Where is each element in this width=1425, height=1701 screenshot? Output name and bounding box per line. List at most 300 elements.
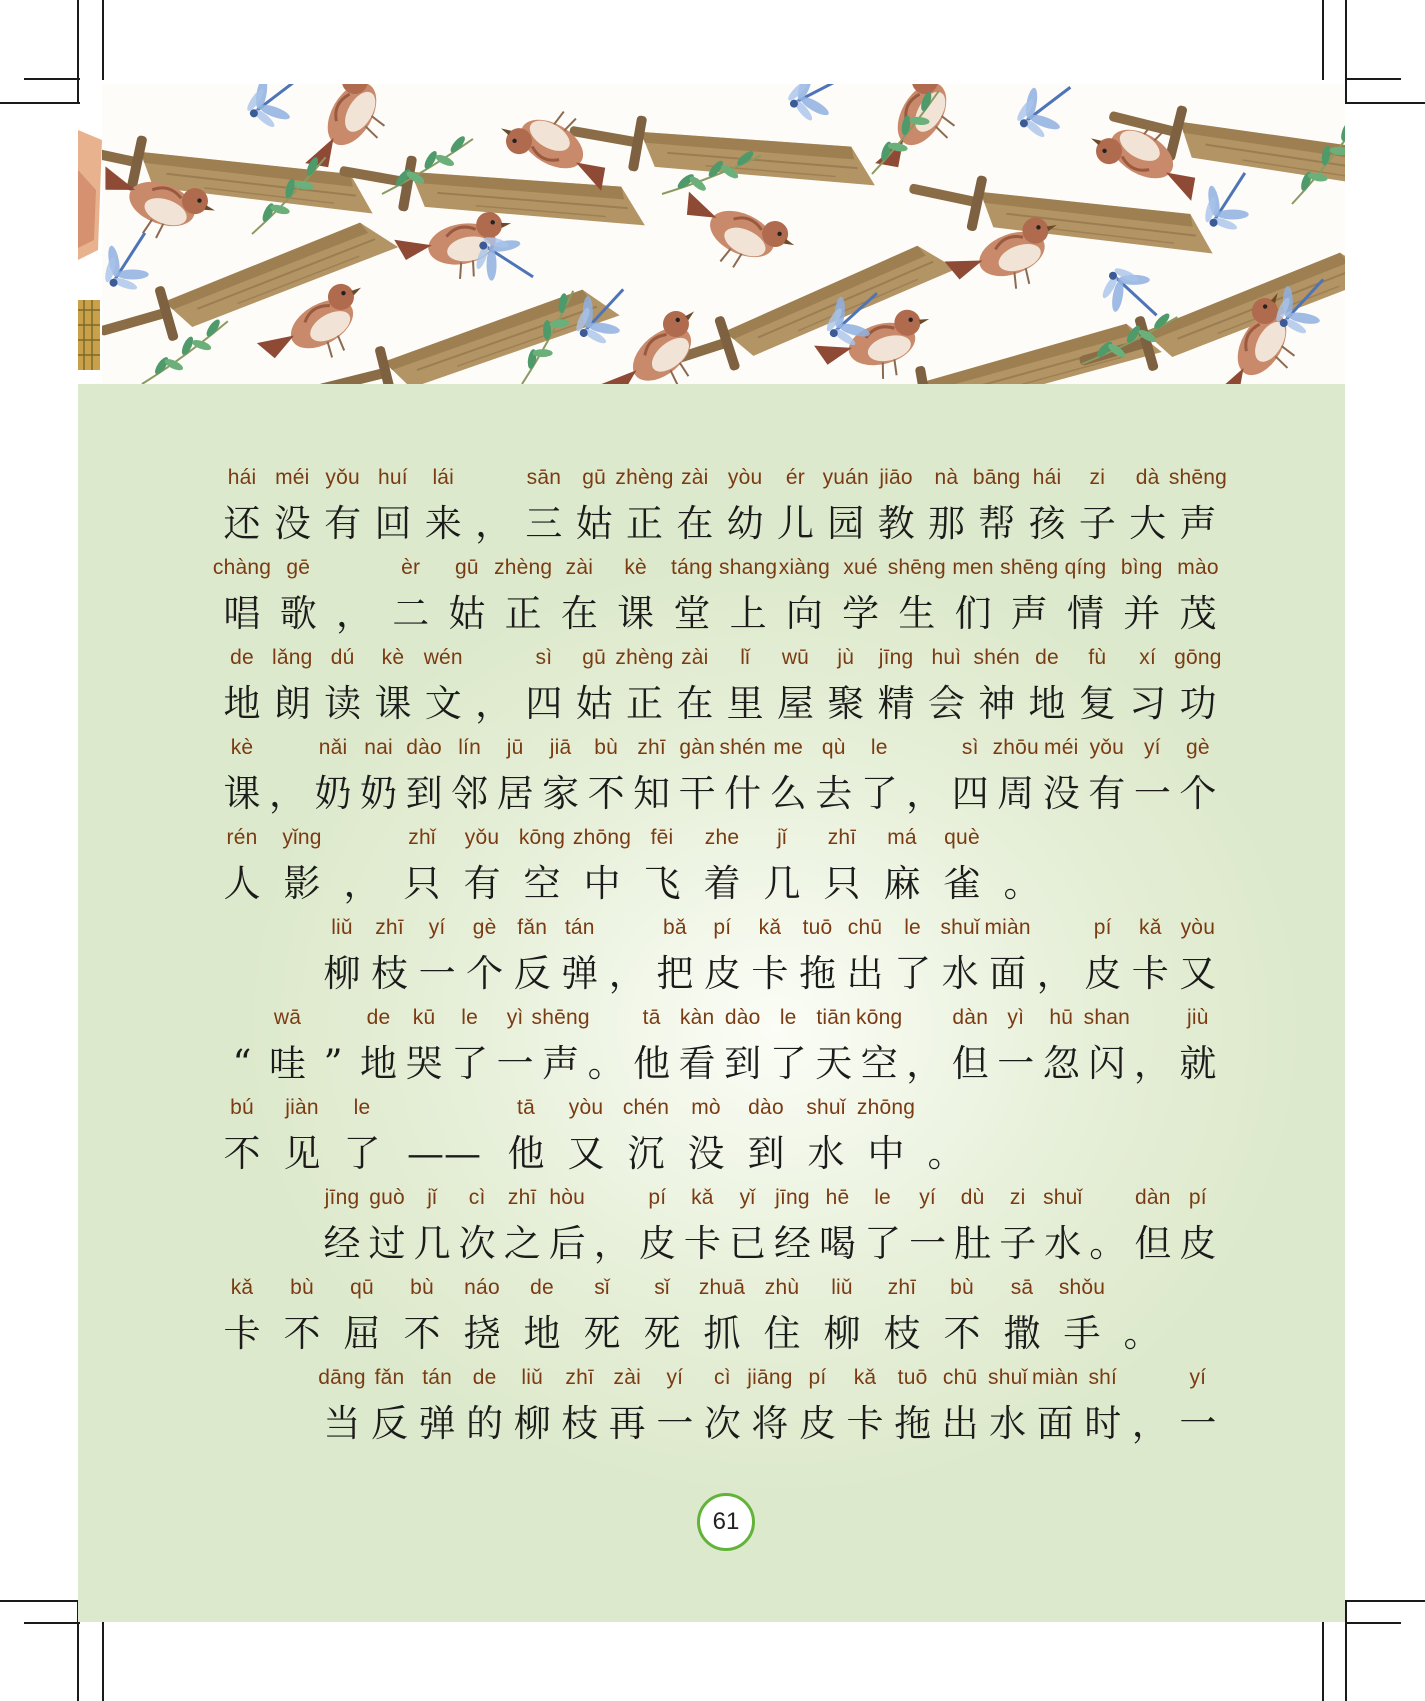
hanzi: 地 bbox=[523, 1312, 561, 1355]
pinyin: de bbox=[530, 1276, 554, 1299]
character-unit bbox=[824, 640, 868, 730]
hanzi: 了 bbox=[769, 1042, 807, 1085]
character-unit bbox=[270, 640, 314, 730]
hanzi: 里 bbox=[726, 682, 764, 725]
character-unit bbox=[389, 550, 433, 640]
character-unit bbox=[770, 1180, 814, 1270]
pinyin: jiāo bbox=[879, 466, 913, 489]
pinyin: shēng bbox=[1000, 556, 1059, 579]
text-line bbox=[220, 1180, 1220, 1270]
character-unit bbox=[812, 730, 856, 820]
pinyin: zhī bbox=[565, 1366, 595, 1389]
character-unit bbox=[1064, 550, 1108, 640]
character-unit bbox=[371, 460, 415, 550]
hanzi: 抓 bbox=[703, 1312, 741, 1355]
hanzi: 当 bbox=[323, 1402, 361, 1445]
hanzi: 把 bbox=[656, 952, 694, 995]
hanzi: 手 bbox=[1063, 1312, 1101, 1355]
punctuation-mark: ， bbox=[343, 862, 381, 905]
punctuation bbox=[340, 820, 384, 910]
page-edge-illustration bbox=[78, 130, 102, 370]
pinyin: dào bbox=[748, 1096, 784, 1119]
character-unit bbox=[719, 550, 778, 640]
pinyin: huì bbox=[931, 646, 962, 669]
punctuation-mark: ， bbox=[1131, 1402, 1169, 1445]
pinyin: zhuā bbox=[698, 1276, 746, 1299]
character-unit bbox=[874, 460, 918, 550]
hanzi: 皮 bbox=[703, 952, 741, 995]
pinyin: shan bbox=[1083, 1006, 1130, 1029]
pinyin: fǎn bbox=[374, 1366, 405, 1389]
pinyin: yǐ bbox=[739, 1186, 756, 1209]
hanzi: 时 bbox=[1084, 1402, 1122, 1445]
character-unit bbox=[824, 460, 868, 550]
pinyin: shuǐ bbox=[806, 1096, 846, 1119]
hanzi: 正 bbox=[504, 592, 542, 635]
pinyin: shēng bbox=[887, 556, 946, 579]
hanzi: 卡 bbox=[751, 952, 789, 995]
pinyin: hē bbox=[825, 1186, 850, 1209]
text-line bbox=[220, 820, 1220, 910]
pinyin: hái bbox=[1032, 466, 1062, 489]
character-unit bbox=[212, 550, 272, 640]
hanzi: 几 bbox=[763, 862, 801, 905]
hanzi: 一 bbox=[656, 1402, 694, 1445]
hanzi: 朗 bbox=[273, 682, 311, 725]
hanzi: 了 bbox=[451, 1042, 489, 1085]
punctuation-mark: “ bbox=[232, 1042, 252, 1085]
character-unit bbox=[857, 730, 901, 820]
pinyin: zi bbox=[1009, 1186, 1026, 1209]
pinyin: ér bbox=[785, 466, 805, 489]
hanzi: 么 bbox=[769, 772, 807, 815]
pinyin: kōng bbox=[518, 826, 566, 849]
character-unit bbox=[494, 550, 553, 640]
punctuation bbox=[590, 1180, 634, 1270]
pinyin: kè bbox=[624, 556, 647, 579]
character-unit bbox=[1126, 460, 1170, 550]
character-unit bbox=[311, 730, 355, 820]
hanzi: 柳 bbox=[513, 1402, 551, 1445]
hanzi: 肚 bbox=[954, 1222, 992, 1265]
pinyin: zhōng bbox=[856, 1096, 916, 1119]
character-unit bbox=[680, 1180, 724, 1270]
character-unit bbox=[640, 820, 684, 910]
hanzi: 居 bbox=[496, 772, 534, 815]
pinyin: lín bbox=[458, 736, 481, 759]
pinyin: hòu bbox=[549, 1186, 586, 1209]
character-unit bbox=[820, 820, 864, 910]
character-unit bbox=[887, 550, 946, 640]
pinyin: zài bbox=[613, 1366, 642, 1389]
punctuation-mark: 。 bbox=[927, 1132, 965, 1175]
hanzi: 卡 bbox=[846, 1402, 884, 1445]
hanzi: 不 bbox=[403, 1312, 441, 1355]
character-unit bbox=[653, 910, 697, 1000]
punctuation-mark: ， bbox=[1133, 1042, 1171, 1085]
pinyin: shǒu bbox=[1058, 1276, 1106, 1299]
character-unit bbox=[280, 1270, 324, 1360]
pinyin: cì bbox=[714, 1366, 731, 1389]
character-unit bbox=[280, 820, 324, 910]
character-unit bbox=[843, 1360, 887, 1450]
character-unit bbox=[994, 730, 1038, 820]
punctuation-mark: ， bbox=[593, 1222, 631, 1265]
punctuation-mark: ， bbox=[608, 952, 646, 995]
hanzi: 奶 bbox=[360, 772, 398, 815]
character-unit bbox=[572, 640, 616, 730]
hanzi: 情 bbox=[1067, 592, 1105, 635]
hanzi: 邻 bbox=[451, 772, 489, 815]
pinyin: bù bbox=[410, 1276, 434, 1299]
pinyin: shí bbox=[1088, 1366, 1118, 1389]
character-unit bbox=[455, 1180, 499, 1270]
character-unit bbox=[766, 730, 810, 820]
hanzi: 声 bbox=[1010, 592, 1048, 635]
character-unit bbox=[410, 1180, 454, 1270]
hanzi: 了 bbox=[860, 772, 898, 815]
character-unit bbox=[891, 910, 935, 1000]
punctuation bbox=[311, 1000, 355, 1090]
punctuation bbox=[605, 910, 649, 1000]
hanzi: 了 bbox=[894, 952, 932, 995]
hanzi: 会 bbox=[927, 682, 965, 725]
pinyin: nai bbox=[364, 736, 393, 759]
hanzi: 歌 bbox=[279, 592, 317, 635]
character-unit bbox=[493, 730, 537, 820]
punctuation bbox=[266, 730, 310, 820]
punctuation-mark: ， bbox=[906, 772, 944, 815]
character-unit bbox=[510, 1360, 554, 1450]
hanzi: 茂 bbox=[1179, 592, 1217, 635]
character-unit bbox=[321, 460, 365, 550]
hanzi: 水 bbox=[941, 952, 979, 995]
hanzi: 水 bbox=[807, 1132, 845, 1175]
hanzi: 又 bbox=[567, 1132, 605, 1175]
character-unit bbox=[445, 550, 489, 640]
pinyin: yǒu bbox=[464, 826, 500, 849]
character-unit bbox=[744, 1090, 788, 1180]
crop-mark-bottom-left-h bbox=[0, 1600, 80, 1602]
character-unit bbox=[580, 1270, 624, 1360]
pinyin: zhī bbox=[507, 1186, 537, 1209]
character-unit bbox=[415, 1360, 459, 1450]
character-unit bbox=[520, 1270, 564, 1360]
character-unit bbox=[320, 1180, 364, 1270]
pinyin: yòu bbox=[1180, 916, 1216, 939]
hanzi: 屋 bbox=[776, 682, 814, 725]
punctuation-mark: 。 bbox=[1123, 1312, 1161, 1355]
punctuation bbox=[1086, 1180, 1130, 1270]
pinyin: le bbox=[461, 1006, 478, 1029]
hanzi: 什 bbox=[724, 772, 762, 815]
pinyin: zhī bbox=[375, 916, 404, 939]
crop-mark-bottom-right-v bbox=[1345, 1600, 1347, 1701]
hanzi: 水 bbox=[989, 1402, 1027, 1445]
pinyin: nà bbox=[934, 466, 959, 489]
pinyin: méi bbox=[275, 466, 310, 489]
pinyin: wén bbox=[423, 646, 463, 669]
hanzi: 出 bbox=[941, 1402, 979, 1445]
pinyin: de bbox=[1035, 646, 1059, 669]
pinyin: le bbox=[779, 1006, 797, 1029]
character-unit bbox=[357, 1000, 401, 1090]
hanzi: 闪 bbox=[1088, 1042, 1126, 1085]
hanzi: 影 bbox=[283, 862, 321, 905]
character-unit bbox=[321, 640, 365, 730]
hanzi: 地 bbox=[223, 682, 261, 725]
crop-mark-top-left-v2 bbox=[102, 0, 104, 80]
hanzi: 来 bbox=[424, 502, 462, 545]
character-unit bbox=[940, 820, 984, 910]
character-unit bbox=[220, 1270, 264, 1360]
text-line bbox=[220, 1270, 1220, 1360]
character-unit bbox=[839, 550, 883, 640]
hanzi: 死 bbox=[583, 1312, 621, 1355]
punctuation bbox=[903, 1000, 947, 1090]
character-unit bbox=[1176, 1000, 1220, 1090]
character-unit bbox=[400, 820, 444, 910]
pinyin: lái bbox=[432, 466, 455, 489]
hanzi: 姑 bbox=[575, 502, 613, 545]
hanzi: 不 bbox=[943, 1312, 981, 1355]
hanzi: 一 bbox=[418, 952, 456, 995]
punctuation-mark: ” bbox=[323, 1042, 343, 1085]
hanzi: 一 bbox=[496, 1042, 534, 1085]
hanzi: 孩 bbox=[1028, 502, 1066, 545]
pinyin: huí bbox=[378, 466, 408, 489]
hanzi: 枝 bbox=[561, 1402, 599, 1445]
pinyin: zhōng bbox=[572, 826, 632, 849]
hanzi: 卡 bbox=[223, 1312, 261, 1355]
hanzi: 生 bbox=[898, 592, 936, 635]
pinyin: kū bbox=[412, 1006, 436, 1029]
character-unit bbox=[640, 1270, 684, 1360]
character-unit bbox=[748, 1360, 792, 1450]
hanzi: 园 bbox=[827, 502, 865, 545]
character-unit bbox=[700, 1360, 744, 1450]
hanzi: 不 bbox=[223, 1132, 261, 1175]
pinyin: jīng bbox=[775, 1186, 810, 1209]
pinyin: jǐ bbox=[777, 826, 787, 849]
pinyin: jǐ bbox=[427, 1186, 437, 1209]
character-unit bbox=[760, 1270, 804, 1360]
pinyin: zhī bbox=[827, 826, 857, 849]
pinyin: sì bbox=[535, 646, 553, 669]
character-unit bbox=[721, 1000, 765, 1090]
pinyin: men bbox=[952, 556, 994, 579]
pinyin: yuán bbox=[822, 466, 869, 489]
character-unit bbox=[266, 1000, 310, 1090]
pinyin: de bbox=[366, 1006, 391, 1029]
hanzi: 精 bbox=[877, 682, 915, 725]
character-unit bbox=[700, 820, 744, 910]
character-unit bbox=[673, 460, 717, 550]
character-unit bbox=[700, 1270, 744, 1360]
character-unit bbox=[891, 1360, 935, 1450]
pinyin: zhèng bbox=[494, 556, 553, 579]
pinyin: sì bbox=[961, 736, 979, 759]
pinyin: xí bbox=[1139, 646, 1156, 669]
pinyin: bǎ bbox=[662, 916, 687, 939]
pinyin: gū bbox=[582, 466, 607, 489]
character-unit bbox=[564, 1090, 608, 1180]
pinyin: tuō bbox=[897, 1366, 928, 1389]
header-pattern-illustration bbox=[102, 84, 1345, 386]
pinyin: shuǐ bbox=[940, 916, 980, 939]
hanzi: 后 bbox=[548, 1222, 586, 1265]
pinyin: yí bbox=[428, 916, 446, 939]
pinyin: chū bbox=[847, 916, 883, 939]
pinyin: zhī bbox=[637, 736, 666, 759]
pinyin: zhù bbox=[764, 1276, 800, 1299]
hanzi: 回 bbox=[374, 502, 412, 545]
hanzi: 并 bbox=[1123, 592, 1161, 635]
hanzi: 们 bbox=[954, 592, 992, 635]
character-unit bbox=[558, 910, 602, 1000]
hanzi: 一 bbox=[1179, 1402, 1217, 1445]
character-unit bbox=[857, 1000, 901, 1090]
hanzi: 唱 bbox=[223, 592, 261, 635]
character-unit bbox=[675, 730, 719, 820]
character-unit bbox=[510, 910, 554, 1000]
character-unit bbox=[1033, 1360, 1077, 1450]
hanzi: 反 bbox=[371, 1402, 409, 1445]
pinyin: jiàn bbox=[285, 1096, 319, 1119]
punctuation-mark: 。 bbox=[1089, 1222, 1127, 1265]
hanzi: 儿 bbox=[776, 502, 814, 545]
text-line bbox=[220, 1360, 1220, 1450]
character-unit bbox=[972, 460, 1021, 550]
character-unit bbox=[1176, 640, 1220, 730]
hanzi: 拖 bbox=[798, 952, 836, 995]
hanzi: 教 bbox=[877, 502, 915, 545]
pinyin: yí bbox=[1189, 1366, 1207, 1389]
hanzi: 人 bbox=[223, 862, 261, 905]
hanzi: 面 bbox=[989, 952, 1027, 995]
pinyin: xué bbox=[843, 556, 878, 579]
character-unit bbox=[670, 550, 714, 640]
pinyin: hū bbox=[1049, 1006, 1074, 1029]
pinyin: zhe bbox=[704, 826, 740, 849]
hanzi: 弹 bbox=[561, 952, 599, 995]
pinyin: lǎng bbox=[272, 646, 313, 669]
character-unit bbox=[861, 1180, 905, 1270]
pinyin: tā bbox=[642, 1006, 661, 1029]
hanzi: 只 bbox=[403, 862, 441, 905]
crop-mark-top-right-v2 bbox=[1345, 0, 1347, 102]
pinyin: shén bbox=[719, 736, 766, 759]
character-unit bbox=[1168, 460, 1228, 550]
character-unit bbox=[340, 1270, 384, 1360]
character-unit bbox=[605, 1360, 649, 1450]
hanzi: 帮 bbox=[978, 502, 1016, 545]
hanzi: 去 bbox=[815, 772, 853, 815]
hanzi: 向 bbox=[785, 592, 823, 635]
hanzi: 知 bbox=[633, 772, 671, 815]
hanzi: 住 bbox=[763, 1312, 801, 1355]
punctuation-mark: ， bbox=[335, 592, 373, 635]
pinyin: yì bbox=[1007, 1006, 1025, 1029]
character-unit bbox=[220, 640, 264, 730]
pinyin: de bbox=[472, 1366, 497, 1389]
punctuation bbox=[1033, 910, 1077, 1000]
punctuation bbox=[472, 640, 516, 730]
text-line bbox=[220, 640, 1220, 730]
punctuation bbox=[400, 1090, 488, 1180]
hanzi: 堂 bbox=[673, 592, 711, 635]
hanzi: 哭 bbox=[405, 1042, 443, 1085]
pinyin: chén bbox=[622, 1096, 670, 1119]
hanzi: 个 bbox=[1179, 772, 1217, 815]
hanzi: 子 bbox=[999, 1222, 1037, 1265]
pinyin: gàn bbox=[679, 736, 715, 759]
character-unit bbox=[522, 460, 566, 550]
character-unit bbox=[1131, 1180, 1175, 1270]
pinyin: kōng bbox=[856, 1006, 903, 1029]
pinyin: gè bbox=[472, 916, 497, 939]
character-unit bbox=[584, 730, 628, 820]
hanzi: 周 bbox=[997, 772, 1035, 815]
hanzi: 他 bbox=[633, 1042, 671, 1085]
pinyin: yòu bbox=[727, 466, 763, 489]
character-unit bbox=[463, 1360, 507, 1450]
hanzi: 到 bbox=[405, 772, 443, 815]
hanzi: 飞 bbox=[643, 862, 681, 905]
hanzi: 但 bbox=[951, 1042, 989, 1085]
character-unit bbox=[545, 1180, 589, 1270]
crop-mark-top-left-h bbox=[24, 78, 80, 80]
pinyin: shuǐ bbox=[1043, 1186, 1083, 1209]
character-unit bbox=[856, 1090, 916, 1180]
character-unit bbox=[924, 460, 968, 550]
pinyin: pí bbox=[713, 916, 732, 939]
pinyin: gū bbox=[455, 556, 479, 579]
character-unit bbox=[1075, 640, 1119, 730]
hanzi: 的 bbox=[466, 1402, 504, 1445]
pinyin: shén bbox=[973, 646, 1020, 669]
pinyin: tuō bbox=[802, 916, 833, 939]
pinyin: kè bbox=[230, 736, 254, 759]
pinyin: jù bbox=[837, 646, 855, 669]
punctuation-mark: ， bbox=[269, 772, 307, 815]
pinyin: zhèng bbox=[615, 646, 674, 669]
pinyin: qū bbox=[350, 1276, 374, 1299]
pinyin: yòu bbox=[568, 1096, 604, 1119]
hanzi: 声 bbox=[542, 1042, 580, 1085]
hanzi: 着 bbox=[703, 862, 741, 905]
pinyin: nǎi bbox=[318, 736, 348, 759]
character-unit bbox=[402, 730, 446, 820]
character-unit bbox=[357, 730, 401, 820]
character-unit bbox=[1039, 1000, 1083, 1090]
character-unit bbox=[778, 550, 830, 640]
hanzi: 柳 bbox=[323, 952, 361, 995]
hanzi: 几 bbox=[413, 1222, 451, 1265]
character-unit bbox=[994, 1000, 1038, 1090]
character-unit bbox=[725, 1180, 769, 1270]
hanzi: 他 bbox=[507, 1132, 545, 1175]
hanzi: 次 bbox=[703, 1402, 741, 1445]
hanzi: 聚 bbox=[827, 682, 865, 725]
hanzi: 皮 bbox=[1084, 952, 1122, 995]
character-unit bbox=[1130, 730, 1174, 820]
pinyin: shēng bbox=[1168, 466, 1228, 489]
pinyin: dāng bbox=[318, 1366, 366, 1389]
text-line bbox=[220, 460, 1228, 550]
hanzi: 子 bbox=[1078, 502, 1116, 545]
crop-mark-bottom-right-h bbox=[1345, 1600, 1425, 1602]
